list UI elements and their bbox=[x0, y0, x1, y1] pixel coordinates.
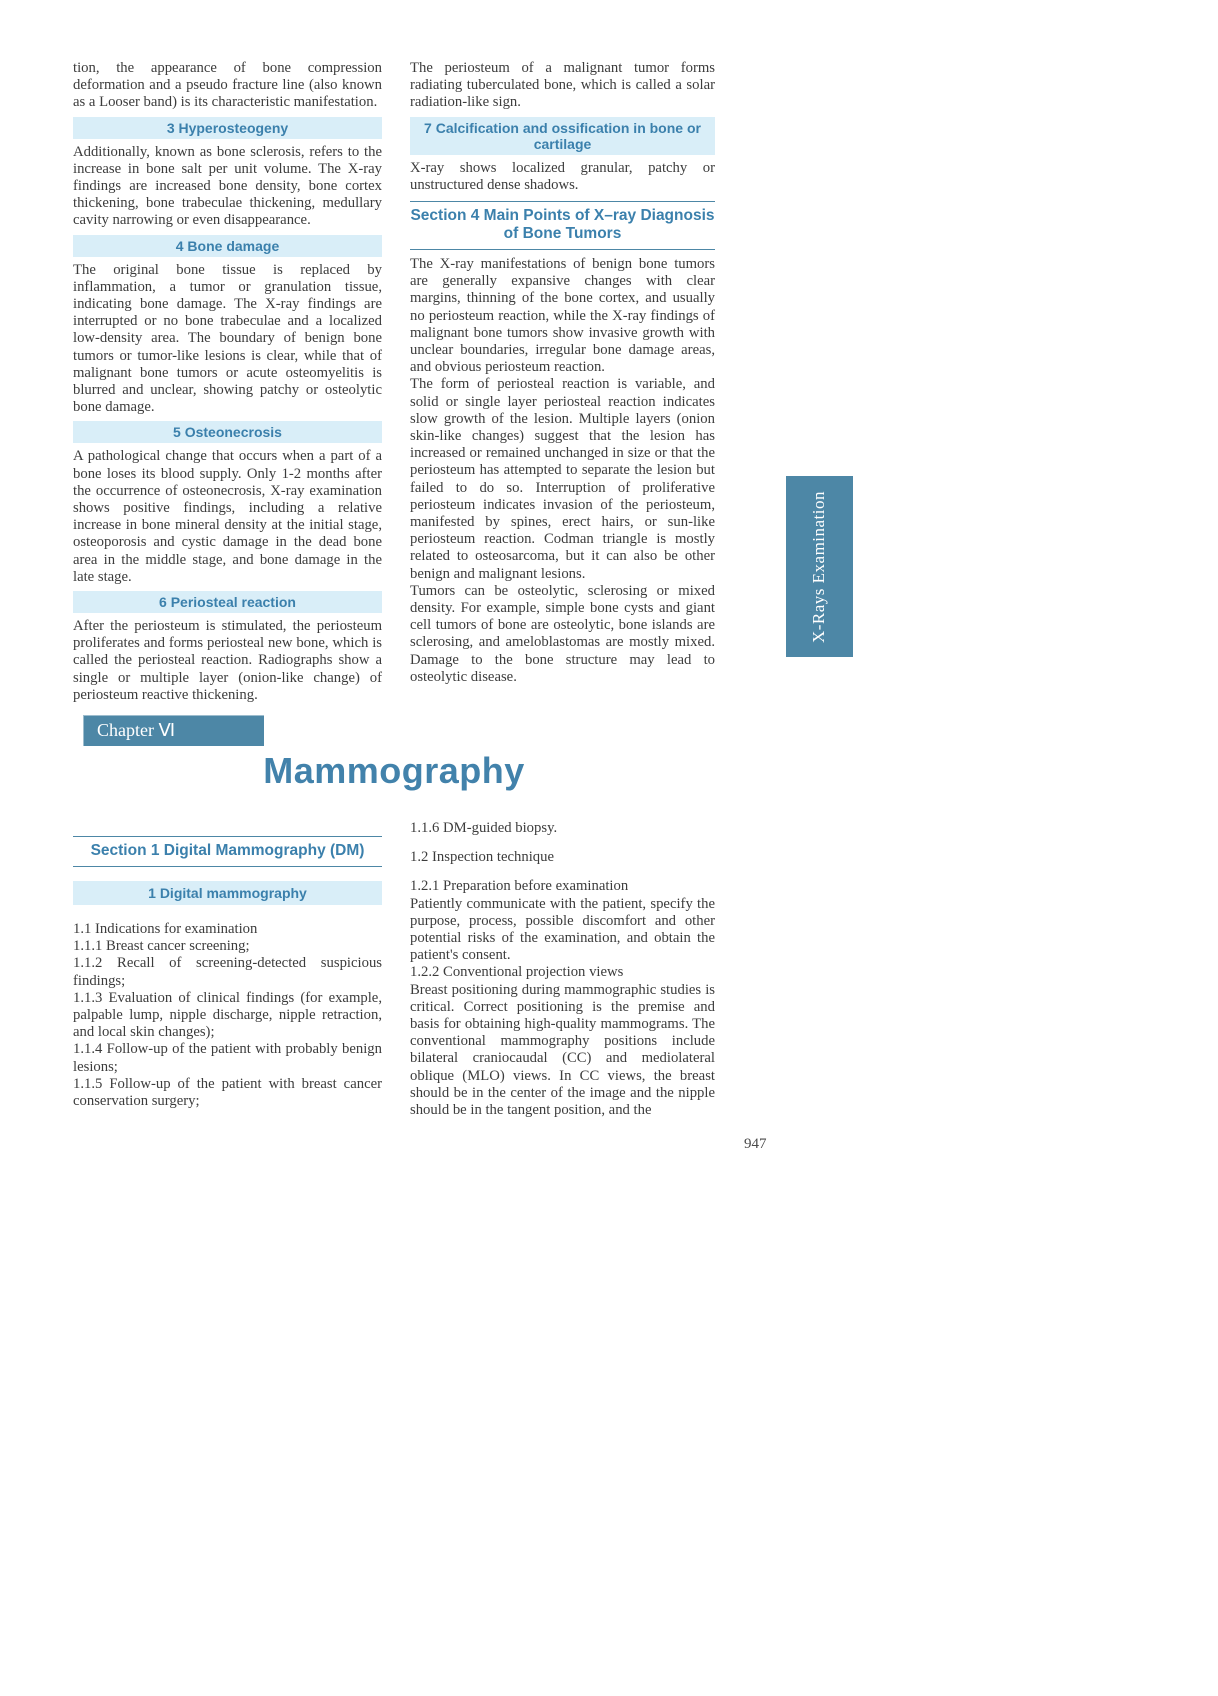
divider bbox=[410, 249, 715, 250]
list-item: 1.1 Indications for examination bbox=[73, 921, 258, 937]
list-item: 1.2.1 Preparation before examination bbox=[410, 878, 629, 895]
subheading-calcification: 7 Calcification and ossification in bone or cartilage bbox=[410, 117, 715, 155]
chapter-number-label: Chapter Ⅵ bbox=[97, 720, 176, 740]
paragraph: The periosteum of a malignant tumor forms radiating tuberculated bone, which is called a solar radiation-like sign. bbox=[410, 60, 715, 111]
paragraph: The X-ray manifestations of benign bone tumors are generally expansive changes with clear margins, thinning of the bone cortex, and usually no periosteum reaction, while the X-ray findings of malignant bone tumors show invasive growth with unclear boundaries, irregular bone damage areas, and obvious periosteum reaction. bbox=[410, 256, 715, 376]
list-item: 1.1.3 Evaluation of clinical findings (for example, palpable lump, nipple discharge, nipple retraction, and local skin changes); bbox=[73, 989, 382, 1041]
paragraph: Additionally, known as bone sclerosis, refers to the increase in bone salt per unit volume. The X-ray findings are increased bone density, bone cortex thickening, bone trabeculae thickening, medullary cavity narrowing or even disappearance. bbox=[73, 143, 382, 229]
paragraph: Breast positioning during mammographic studies is critical. Correct positioning is the premise and basis for obtaining high-quality mammograms. The conventional mammography positions include bilateral craniocaudal (CC) and mediolateral oblique (MLO) views. In CC views, the breast should be in the center of the image and the nipple should be in the tangent position, and the bbox=[410, 981, 715, 1119]
list-item: 1.2.2 Conventional projection views bbox=[410, 964, 624, 981]
section1-heading-block bbox=[73, 836, 382, 867]
chapter-title: Mammography bbox=[263, 750, 525, 791]
subheading-osteonecrosis: 5 Osteonecrosis bbox=[73, 421, 382, 443]
paragraph: X-ray shows localized granular, patchy or unstructured dense shadows. bbox=[410, 159, 715, 193]
paragraph: tion, the appearance of bone compression deformation and a pseudo fracture line (also known as a Looser band) is its characteristic manifestation. bbox=[73, 60, 382, 111]
divider bbox=[73, 866, 382, 867]
top-left-column bbox=[73, 60, 382, 704]
section4-heading-block bbox=[410, 201, 715, 250]
page-number: 947 bbox=[744, 1136, 767, 1152]
subheading-periosteal-reaction: 6 Periosteal reaction bbox=[73, 591, 382, 613]
subheading-bone-damage: 4 Bone damage bbox=[73, 235, 382, 257]
subheading-hyperosteogeny: 3 Hyperosteogeny bbox=[73, 117, 382, 139]
paragraph: A pathological change that occurs when a part of a bone loses its blood supply. Only 1-2 months after the occurrence of osteonecrosis, X-ray examination shows positive findings, including a relative increase in bone mineral density at the initial stage, osteoporosis and cystic damage in the dead bone area in the middle stage, and bone damage in the late stage. bbox=[73, 448, 382, 585]
paragraph: The original bone tissue is replaced by inflammation, a tumor or granulation tissue, indicating bone damage. The X-ray findings are interrupted or no bone trabeculae and a localized low-density area. The boundary of benign bone tumors or tumor-like lesions is clear, while that of malignant bone tumors or acute osteomyelitis is blurred and unclear, showing patchy or osteolytic bone damage. bbox=[73, 261, 382, 416]
paragraph: After the periosteum is stimulated, the periosteum proliferates and forms periosteal new bone, which is called the periosteal reaction. Radiographs show a single or multiple layer (onion-like change) of periosteum reactive thickening. bbox=[73, 618, 382, 703]
top-right-column bbox=[410, 60, 715, 686]
bottom-right-column bbox=[410, 820, 715, 1119]
list-item: 1.1.6 DM-guided biopsy. bbox=[410, 820, 558, 836]
subheading-digital-mammography: 1 Digital mammography bbox=[73, 881, 382, 905]
bottom-left-column bbox=[73, 836, 382, 1110]
paragraph: The form of periosteal reaction is variable, and solid or single layer periosteal reaction indicates slow growth of the lesion. Multiple layers (onion skin-like changes) suggest that the lesion has increased or remained unchanged in size or that the periosteum has attempted to separate the lesion but failed to do so. Interruption of proliferative periosteum indicates invasion of the periosteum, manifested by spines, erect hairs, or sun-like periosteum reaction. Codman triangle is mostly related to osteosarcoma, but it can also be other benign and malignant lesions. bbox=[410, 376, 715, 582]
list-item: 1.1.2 Recall of screening-detected suspicious findings; bbox=[73, 955, 382, 989]
list-item: 1.1.5 Follow-up of the patient with breast cancer conservation surgery; bbox=[73, 1075, 382, 1110]
section4-heading: Section 4 Main Points of X–ray Diagnosis of Bone Tumors bbox=[410, 207, 715, 243]
chapter-edge-tab-label: X-Rays Examination bbox=[809, 490, 829, 643]
paragraph: Patiently communicate with the patient, specify the purpose, process, possible discomfort and other potential risks of the examination, and obtain the patient's consent. bbox=[410, 895, 715, 964]
list-item: 1.1.4 Follow-up of the patient with probably benign lesions; bbox=[73, 1041, 382, 1075]
paragraph: Tumors can be osteolytic, sclerosing or mixed density. For example, simple bone cysts and giant cell tumors of bone are osteolytic, bone islands are sclerosing, and ameloblastomas are mostly mixed. Damage to the bone structure may lead to osteolytic disease. bbox=[410, 582, 715, 685]
list-item: 1.1.1 Breast cancer screening; bbox=[73, 938, 250, 955]
chapter-number-box bbox=[83, 715, 264, 746]
section1-heading: Section 1 Digital Mammography (DM) bbox=[90, 842, 365, 859]
list-item: 1.2 Inspection technique bbox=[410, 849, 554, 866]
chapter-edge-tab bbox=[786, 476, 853, 657]
